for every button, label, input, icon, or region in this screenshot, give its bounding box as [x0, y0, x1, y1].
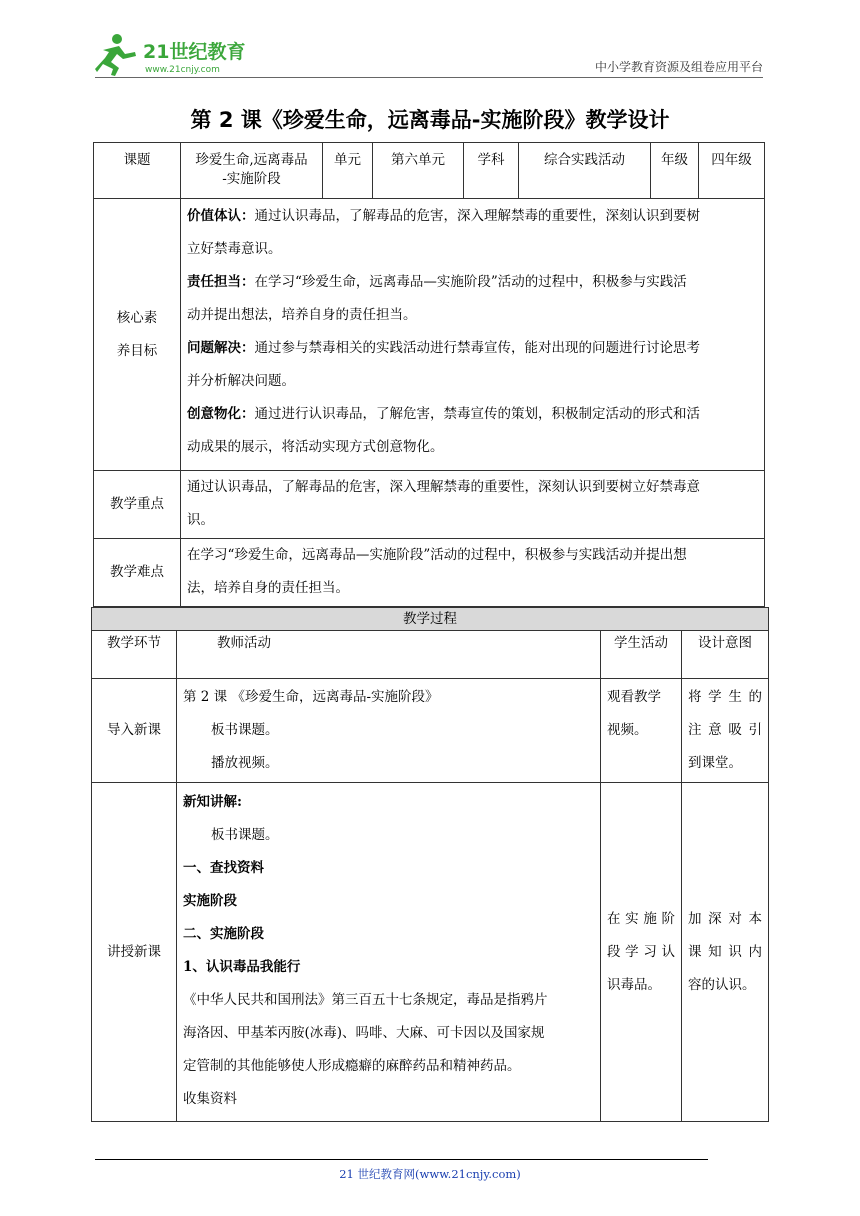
goal-item [187, 332, 758, 365]
process-header-row [92, 631, 769, 679]
key-point-content [181, 471, 765, 539]
lecture-t10: 收集资料 [183, 1091, 237, 1107]
difficulty-line-1: 在学习“珍爱生命，远离毒品—实施阶段”活动的过程中，积极参与实践活动并提出想 [187, 547, 687, 563]
lecture-intent-2: 课知识内 [688, 943, 762, 960]
goal-head: 问题解决： [187, 340, 255, 356]
lecture-t2: 板书课题。 [211, 827, 279, 843]
logo-url: www.21cnjy.com [145, 65, 220, 75]
lecture-t3: 一、查找资料 [183, 860, 264, 876]
intro-t1: 第 2 课 《珍爱生命，远离毒品-实施阶段》 [183, 689, 439, 705]
topic-label: 课题 [94, 143, 181, 199]
header-divider [95, 77, 763, 78]
unit-label: 单元 [323, 143, 373, 199]
lecture-student-2: 段学习认 [607, 943, 675, 960]
goal-item [187, 266, 758, 299]
core-label-line-2: 养目标 [116, 342, 158, 359]
intro-intent-3: 到课堂。 [688, 755, 742, 771]
col-student-header: 学生活动 [601, 631, 682, 679]
col-intent-header: 设计意图 [682, 631, 769, 679]
intro-student-1: 观看教学 [607, 689, 661, 705]
footer-text: 21 世纪教育网(www.21cnjy.com) [339, 1167, 521, 1181]
intro-stage: 导入新课 [92, 679, 177, 783]
platform-name: 中小学教育资源及组卷应用平台 [594, 60, 763, 74]
subject-value: 综合实践活动 [519, 143, 651, 199]
goal-text: 通过认识毒品，了解毒品的危害，深入理解禁毒的重要性，深刻认识到要树 [254, 208, 700, 224]
info-row [94, 143, 765, 199]
goal-text: 通过进行认识毒品，了解危害，禁毒宣传的策划，积极制定活动的形式和活 [254, 406, 700, 422]
lecture-student-1: 在实施阶 [607, 910, 675, 927]
intro-t2: 板书课题。 [211, 722, 279, 738]
lecture-t4: 实施阶段 [183, 893, 237, 909]
lecture-student [601, 783, 682, 1122]
col-stage-header: 教学环节 [92, 631, 177, 679]
unit-value: 第六单元 [373, 143, 464, 199]
goal-head: 价值体认： [187, 208, 255, 224]
key-point-line-2: 识。 [187, 512, 214, 528]
goal-head: 创意物化： [187, 406, 255, 422]
key-point-line-1: 通过认识毒品，了解毒品的危害，深入理解禁毒的重要性，深刻认识到要树立好禁毒意 [187, 479, 700, 495]
goal-text: 通过参与禁毒相关的实践活动进行禁毒宣传，能对出现的问题进行讨论思考 [254, 340, 700, 356]
21cnjy-logo [95, 32, 265, 78]
core-goals-row [94, 199, 765, 471]
difficulty-content [181, 539, 765, 607]
lecture-student-3: 识毒品。 [607, 976, 661, 993]
topic-value-line-2: -实施阶段 [222, 171, 281, 187]
lecture-teacher [177, 783, 601, 1122]
difficulty-line-2: 法，培养自身的责任担当。 [187, 580, 349, 596]
goal-text-cont: 立好禁毒意识。 [187, 241, 282, 257]
logo-text: 21世纪教育 [143, 41, 246, 63]
goal-text: 在学习“珍爱生命，远离毒品—实施阶段”活动的过程中，积极参与实践活 [254, 274, 687, 290]
process-band-row [92, 608, 769, 631]
lecture-row [92, 783, 769, 1122]
intro-intent [682, 679, 769, 783]
intro-intent-1: 将学生的 [688, 689, 762, 705]
page-title: 第 2 课《珍爱生命，远离毒品-实施阶段》教学设计 [190, 108, 670, 132]
core-goals-label [94, 199, 181, 471]
page-header [95, 28, 763, 80]
intro-intent-2: 注意吸引 [688, 722, 762, 738]
core-label-line-1: 核心素 [116, 309, 158, 326]
grade-label: 年级 [651, 143, 699, 199]
goal-item [187, 200, 758, 233]
difficulty-label: 教学难点 [94, 539, 181, 607]
lecture-t5: 二、实施阶段 [183, 926, 264, 942]
topic-value-line-1: 珍爱生命,远离毒品 [195, 152, 308, 168]
core-goals-content [181, 199, 765, 471]
lecture-t1: 新知讲解: [183, 794, 242, 810]
intro-teacher [177, 679, 601, 783]
process-band: 教学过程 [92, 608, 769, 631]
lecture-intent-3: 容的认识。 [688, 976, 756, 993]
lecture-t6: 1、认识毒品我能行 [183, 959, 301, 975]
teaching-process-table [91, 607, 769, 1122]
lecture-stage: 讲授新课 [92, 783, 177, 1122]
lecture-intent [682, 783, 769, 1122]
footer-divider [95, 1159, 708, 1160]
intro-student-2: 视频。 [607, 722, 648, 738]
grade-value: 四年级 [699, 143, 765, 199]
goal-text-cont: 动成果的展示，将活动实现方式创意物化。 [187, 439, 444, 455]
key-point-label: 教学重点 [94, 471, 181, 539]
lecture-t8: 海洛因、甲基苯丙胺(冰毒)、吗啡、大麻、可卡因以及国家规 [183, 1025, 545, 1041]
key-point-row [94, 471, 765, 539]
subject-label: 学科 [464, 143, 519, 199]
lecture-intent-1: 加深对本 [688, 910, 762, 927]
col-teacher-header: 教师活动 [177, 631, 601, 679]
lecture-t7: 《中华人民共和国刑法》第三百五十七条规定，毒品是指鸦片 [183, 992, 548, 1008]
goal-item [187, 398, 758, 431]
intro-t3: 播放视频。 [211, 755, 279, 771]
intro-row [92, 679, 769, 783]
goal-head: 责任担当： [187, 274, 255, 290]
goal-text-cont: 动并提出想法，培养自身的责任担当。 [187, 307, 417, 323]
goal-text-cont: 并分析解决问题。 [187, 373, 295, 389]
topic-value [181, 143, 323, 199]
lesson-info-table [93, 142, 765, 607]
intro-student [601, 679, 682, 783]
lecture-t9: 定管制的其他能够使人形成瘾癖的麻醉药品和精神药品。 [183, 1058, 521, 1074]
difficulty-row [94, 539, 765, 607]
